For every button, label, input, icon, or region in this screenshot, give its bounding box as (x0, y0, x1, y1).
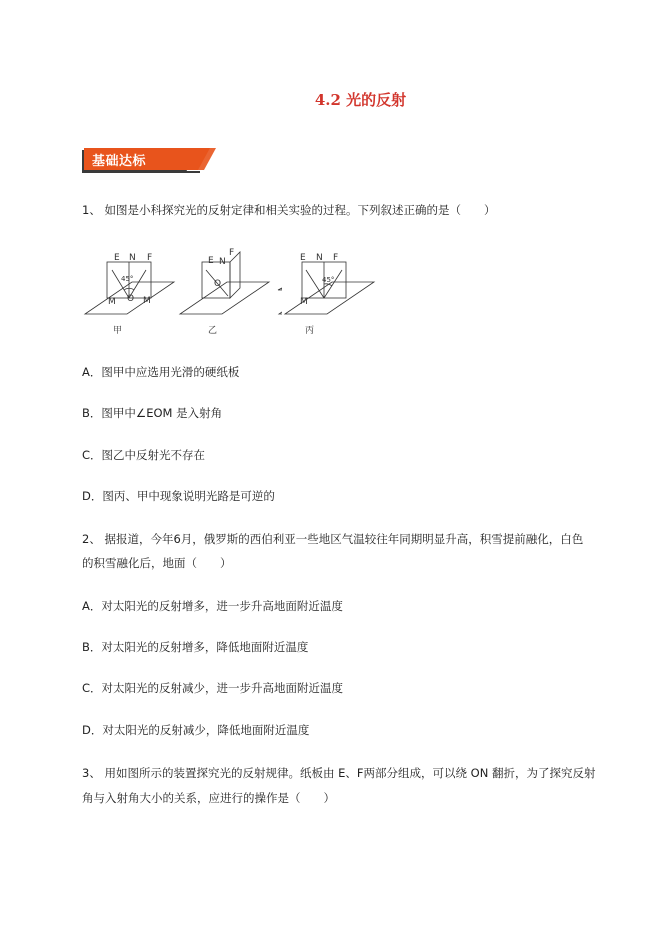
label-E-bing: E (300, 253, 306, 263)
question-2-option-a: A．对太阳光的反射增多，进一步升高地面附近温度 (82, 599, 343, 613)
label-O-jia: O (127, 294, 135, 304)
label-N-jia: N (129, 253, 136, 263)
question-2-option-c: C．对太阳光的反射减少，进一步升高地面附近温度 (82, 681, 344, 695)
figure-label-yi: 乙 (208, 326, 218, 336)
label-O-yi: O (214, 279, 222, 289)
label-M-bing: M (300, 297, 308, 307)
figure-label-bing: 丙 (305, 326, 315, 336)
question-2-option-d: D．对太阳光的反射减少，降低地面附近温度 (82, 723, 310, 737)
label-F-bing: F (333, 253, 339, 263)
question-3-stem-line1: 3、 用如图所示的装置探究光的反射规律。纸板由 E、F两部分组成，可以绕 ON 翻折，为了探究反射 (82, 766, 596, 780)
question-1-option-c: C．图乙中反射光不存在 (82, 448, 206, 462)
section-banner-label: 基础达标 (92, 154, 147, 169)
label-E-jia: E (114, 253, 120, 263)
label-F-jia: F (147, 253, 153, 263)
question-3-stem-line2: 角与入射角大小的关系，应进行的操作是（ ） (82, 791, 335, 805)
question-1-option-b: B．图甲中∠EOM 是入射角 (82, 406, 223, 420)
page-title: 4.2 光的反射 (314, 91, 407, 109)
label-M2-jia: M (143, 296, 151, 306)
question-1-figure-bing-board (82, 244, 282, 339)
question-1-stem: 1、 如图是小科探究光的反射定律和相关实验的过程。下列叙述正确的是（ ） (82, 203, 496, 217)
label-angle-jia: 45° (121, 275, 134, 283)
label-angle-bing: 45° (322, 276, 335, 284)
question-2-stem-line2: 的积雪融化后，地面（ ） (82, 556, 232, 570)
label-E-yi: E (208, 256, 214, 266)
label-M-jia: M (108, 297, 116, 307)
label-F-yi: F (229, 248, 235, 258)
label-N-bing: N (316, 253, 323, 263)
question-1-option-a: A．图甲中应选用光滑的硬纸板 (82, 365, 240, 379)
figure-bing-svg (282, 244, 382, 339)
label-N-yi: N (219, 257, 226, 267)
question-2-option-b: B．对太阳光的反射增多，降低地面附近温度 (82, 640, 309, 654)
figure-label-jia: 甲 (113, 326, 123, 336)
question-2-stem-line1: 2、 据报道，今年6月，俄罗斯的西伯利亚一些地区气温较往年同期明显升高，积雪提前融化，白色 (82, 532, 584, 546)
question-1-option-d: D．图丙、甲中现象说明光路是可逆的 (82, 489, 275, 503)
